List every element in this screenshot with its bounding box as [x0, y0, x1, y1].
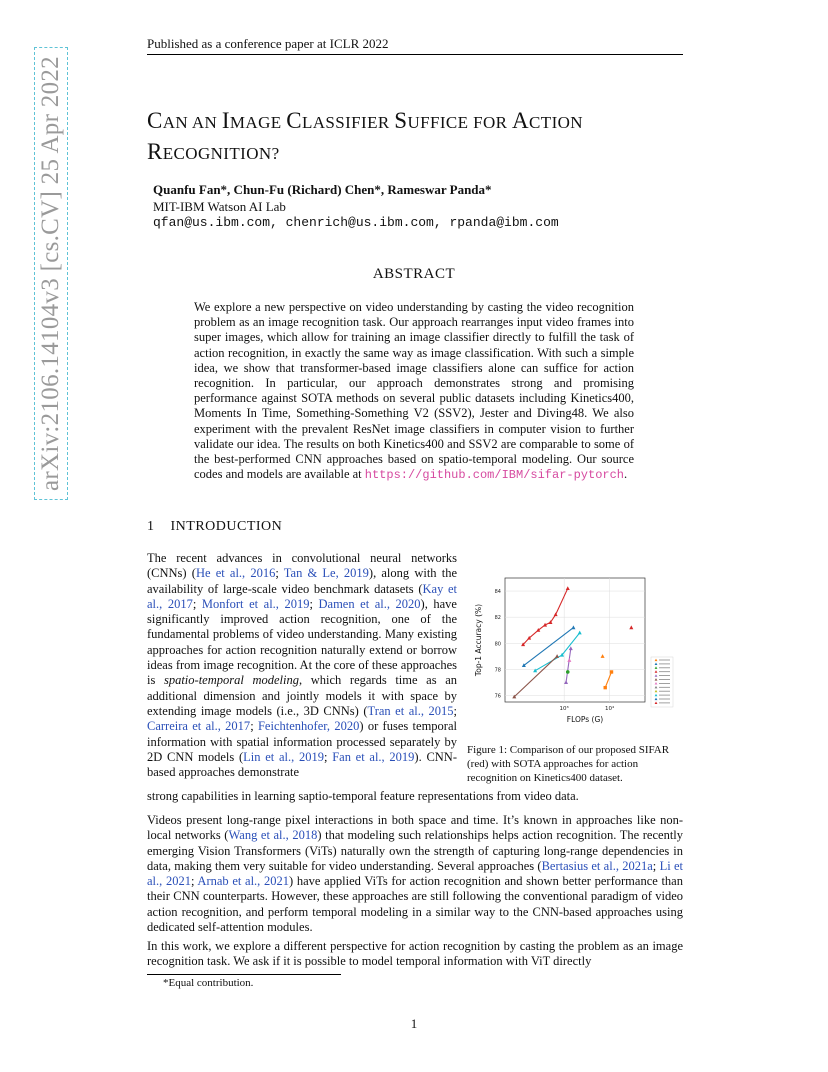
legend-box [651, 657, 673, 707]
title-fragment: MAGE [229, 113, 287, 132]
figure-caption: Figure 1: Comparison of our proposed SIFAR (red) with SOTA approaches for action recognition on Kinetics400 dataset. [467, 744, 670, 784]
title-fragment: I [221, 108, 230, 133]
body-text: ) that modeling such relationships helps action recognition. The recently emerging Vision Transformers (ViTs) naturally own the strength of capturing long-range dependencies in data, making them very suitable for video understanding. Several approaches ( [147, 828, 684, 873]
arxiv-sidebar [14, 56, 64, 745]
citation-link[interactable]: Wang et al., 2018 [228, 828, 318, 843]
title-fragment: ECOGNITION? [162, 144, 280, 163]
body-text: The recent advances in convolutional neural networks (CNNs) ( [147, 551, 457, 581]
author-emails: qfan@us.ibm.com, chenrich@us.ibm.com, rpanda@ibm.com [153, 215, 559, 230]
plot-frame [505, 578, 645, 702]
citation-link[interactable]: He et al., 2016 [195, 566, 276, 581]
data-point [604, 686, 607, 689]
title-fragment: S [394, 108, 408, 133]
title-fragment: AN AN [162, 113, 222, 132]
y-tick-label: 76 [494, 693, 501, 700]
citation-link[interactable]: Tran et al., 2015 [367, 703, 454, 718]
x-tick-label: 10³ [559, 706, 569, 712]
body-text: ; [250, 719, 258, 734]
figure-1-chart [467, 572, 685, 732]
citation-link[interactable]: Monfort et al., 2019 [201, 596, 310, 611]
body-text: ). CNN-based approaches demonstrate [147, 749, 457, 780]
section-number: 1 [147, 519, 155, 534]
intro-paragraph [147, 551, 457, 780]
github-link[interactable]: https://github.com/IBM/sifar-pytorch [364, 468, 625, 483]
citation-link[interactable]: Li et al., 2021 [147, 858, 683, 889]
title-fragment: A [512, 108, 530, 133]
title-line-1 [147, 106, 692, 137]
citation-link[interactable]: Fan et al., 2019 [332, 749, 415, 764]
data-point [610, 670, 613, 673]
chart-svg [467, 572, 685, 732]
intro-paragraph-end: strong capabilities in learning saptio-temporal feature representations from video data. [147, 789, 579, 803]
y-tick-label: 82 [494, 615, 501, 622]
abstract-heading: ABSTRACT [372, 266, 456, 282]
body-text: ; [323, 749, 333, 764]
paragraph-3: In this work, we explore a different perspective for action recognition by casting the problem as an image recognition task. We ask if it is possible to model temporal information with ViT directly [147, 939, 683, 969]
citation-link[interactable]: Damen et al., 2020 [318, 596, 421, 611]
body-text: ; [190, 874, 198, 889]
emphasis-text: spatio-temporal modeling [163, 673, 299, 688]
citation-link[interactable]: Tan & Le, 2019 [283, 566, 369, 581]
abstract-end: . [624, 467, 628, 482]
body-text: ) or fuses temporal information with spatial information processed separately by 2D CNN models ( [147, 719, 457, 764]
citation-link[interactable]: Lin et al., 2019 [243, 749, 324, 764]
body-text: , which regards time as an additional dimension and jointly models it with space by extending image models (i.e., 3D CNNs) ( [147, 673, 457, 718]
abstract-text: We explore a new perspective on video understanding by casting the video recognition problem as an image recognition task. Our approach rearranges input video frames into super images, which allow for training an image classifier directly to fulfill the task of action recognition, in exactly the same way as image classification. With such a simple idea, we show that transformer-based image classifiers alone can suffice for action recognition. In particular, our approach demonstrates strong and promising performance against SOTA methods on several public datasets including Kinetics400, Moments In Time, Something-Something V2 (SSV2), Jester and Diving48. We also experiment with the prevalent ResNet image classifiers in computer vision to further validate our idea. The results on both Kinetics400 and SSV2 are comparable to some of the best-performed CNN approaches based on spatio-temporal modeling. Our source codes and models are available at [194, 300, 634, 482]
body-text: ; [453, 703, 458, 718]
arxiv-stamp: arXiv:2106.14104v3 [cs.CV] 25 Apr 2022 [34, 47, 68, 500]
body-text: Videos present long-range pixel interactions in both space and time. It’s known in approaches like non-local networks ( [147, 813, 683, 843]
title-fragment: C [147, 108, 163, 133]
body-text: ; [192, 596, 202, 611]
section-title: INTRODUCTION [170, 519, 283, 534]
title-line-2 [147, 137, 692, 168]
y-tick-label: 80 [494, 641, 501, 648]
y-axis-label: Top-1 Accuracy (%) [474, 603, 483, 677]
citation-link[interactable]: Carreira et al., 2017 [147, 719, 251, 734]
title-fragment: C [286, 108, 302, 133]
page-number: 1 [410, 1016, 418, 1031]
x-tick-label: 10⁴ [605, 706, 615, 712]
body-text: ) have applied ViTs for action recognition and shown better performance than their CNN counterparts. However, these approaches are still following the conventional paradigm of video action recognition, and perform temporal modeling in a similar way to the CNN-based approaches using dedicated self-attention modules. [147, 874, 683, 935]
title-fragment: CTION [529, 113, 583, 132]
body-text: ), have significantly improved action recognition, one of the fundamental problems of video understanding. Many existing approaches for action recognition naturally extend or borrow ideas from image recognition. At the core of these approaches is [147, 596, 457, 688]
title-fragment: LASSIFIER [301, 113, 395, 132]
body-text: ), along with the availability of large-scale video benchmark datasets ( [147, 566, 458, 596]
section-heading [147, 519, 282, 535]
citation-link[interactable]: Arnab et al., 2021 [197, 874, 289, 889]
citation-link[interactable]: Feichtenhofer, 2020 [257, 719, 360, 734]
data-point [566, 670, 570, 674]
y-tick-label: 78 [494, 667, 501, 674]
paper-title [147, 106, 692, 168]
abstract-body [194, 300, 634, 483]
x-axis-label: FLOPs (G) [566, 715, 604, 724]
title-fragment: R [147, 139, 163, 164]
footnote: *Equal contribution. [163, 977, 254, 989]
body-text: ; [275, 566, 284, 581]
footnote-rule [147, 974, 341, 975]
paragraph-2 [147, 813, 683, 935]
body-text: ; [652, 858, 660, 873]
running-header: Published as a conference paper at ICLR 2022 [147, 36, 389, 51]
body-text: ; [309, 596, 319, 611]
citation-link[interactable]: Kay et al., 2017 [147, 581, 457, 611]
y-tick-label: 84 [494, 589, 501, 596]
author-list: Quanfu Fan*, Chun-Fu (Richard) Chen*, Rameswar Panda* [153, 182, 492, 197]
affiliation: MIT-IBM Watson AI Lab [153, 199, 286, 214]
header-rule [147, 54, 683, 55]
citation-link[interactable]: Bertasius et al., 2021a [541, 858, 653, 873]
title-fragment: UFFICE FOR [407, 113, 513, 132]
